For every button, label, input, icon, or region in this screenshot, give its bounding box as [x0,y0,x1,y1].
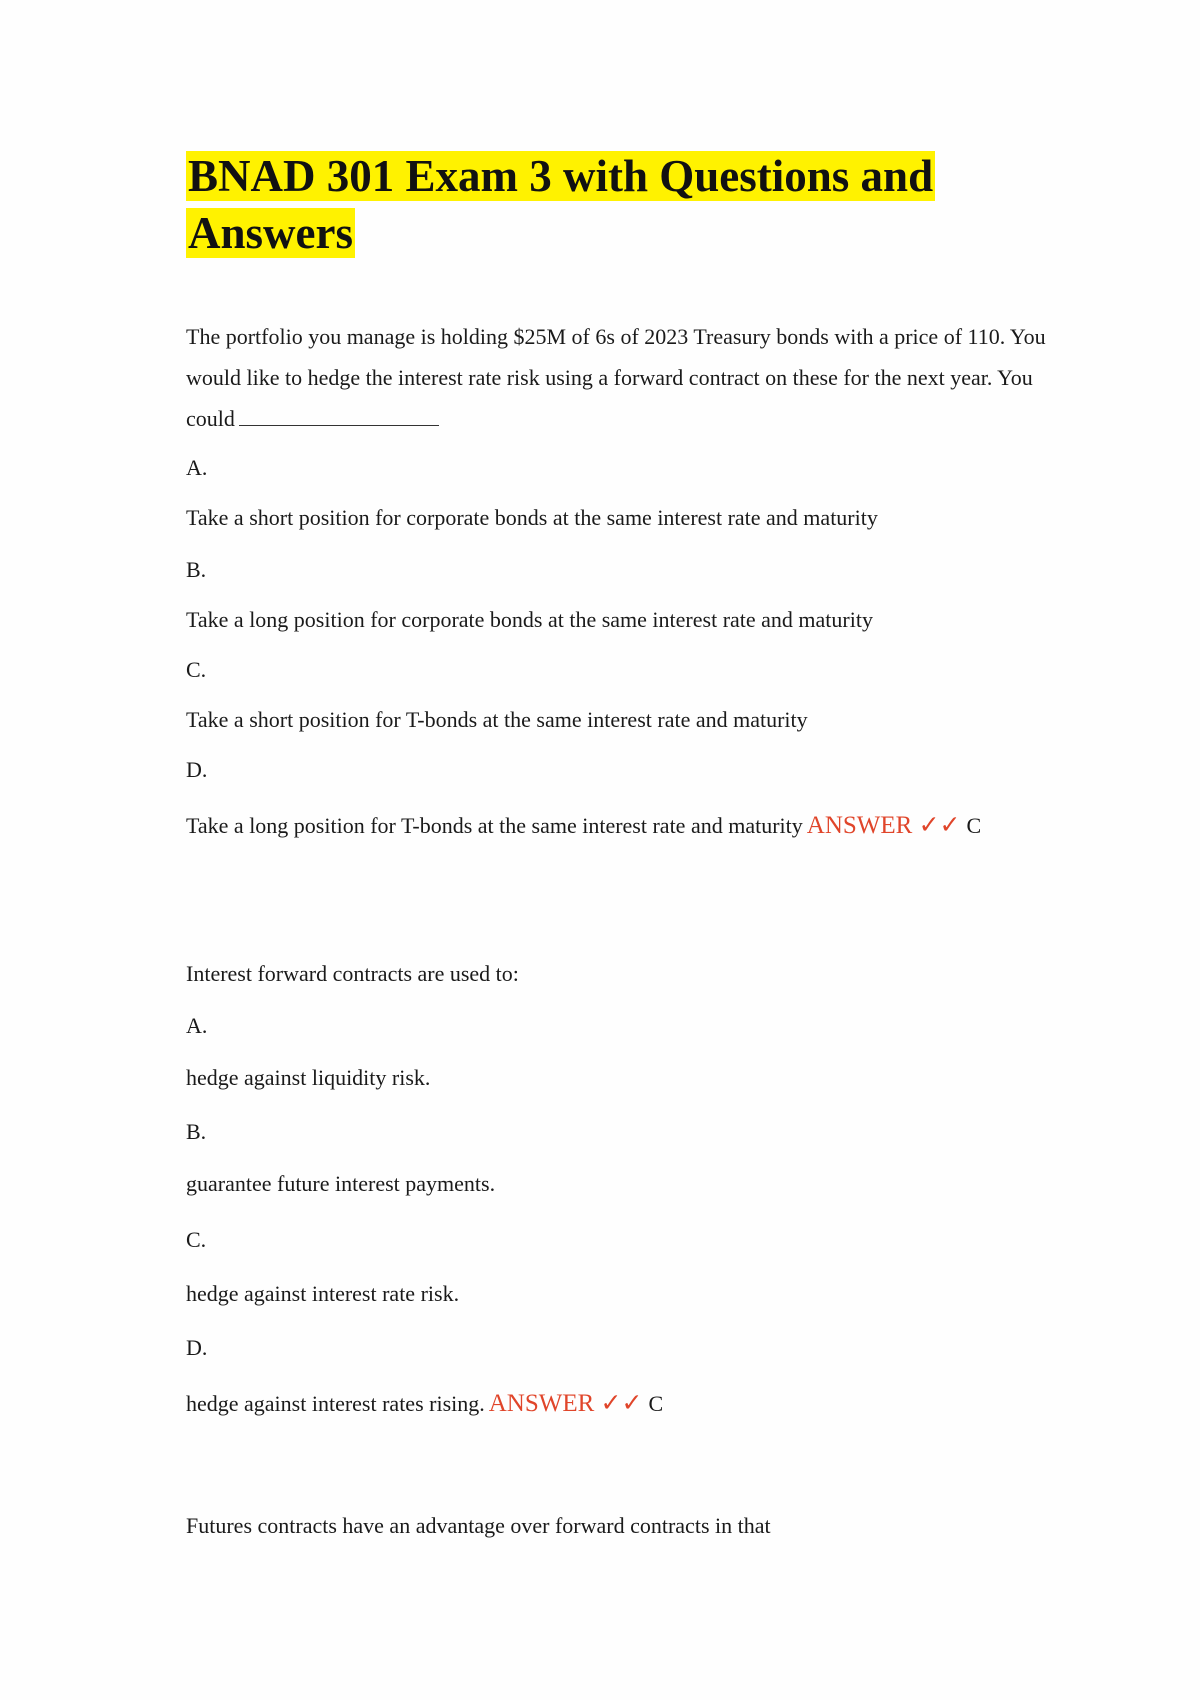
title-highlight: BNAD 301 Exam 3 with Questions and Answers [188,151,934,258]
answer-label: ANSWER ✓✓ [488,1390,643,1417]
answer-label: ANSWER ✓✓ [806,812,961,839]
option-text: hedge against interest rate risk. [186,1281,460,1306]
answer-blank [239,403,439,426]
option-letter: C. [186,657,207,682]
option-letter: B. [186,1119,207,1144]
option-letter: A. [186,1013,208,1038]
option-text: Take a short position for corporate bonds at the same interest rate and maturity [186,505,878,530]
option-text: Take a long position for corporate bonds at the same interest rate and maturity [186,607,873,632]
question-1 [186,316,1046,839]
option-text: Take a short position for T-bonds at the same interest rate and maturity [186,707,808,732]
question-2-text: Interest forward contracts are used to: [186,961,519,986]
option-letter: D. [186,757,208,782]
option-letter: B. [186,557,207,582]
option-letter: D. [186,1335,208,1360]
document-content [186,148,1046,1538]
option-text: guarantee future interest payments. [186,1171,496,1196]
question-1-text: The portfolio you manage is holding $25M of 6s of 2023 Treasury bonds with a price of 110. You would like to hedge the interest rate risk using a forward contract on these for the next year. You could [186,324,1046,431]
option-text-with-answer: hedge against interest rates rising. ANSWER ✓✓ C [186,1390,664,1417]
option-text: hedge against liquidity risk. [186,1065,431,1090]
option-text-with-answer: Take a long position for T-bonds at the same interest rate and maturity ANSWER ✓✓ C [186,812,982,839]
answer-value: C [648,1391,664,1416]
option-letter: A. [186,455,208,480]
option-letter: C. [186,1227,207,1252]
answer-value: C [966,813,982,838]
question-3-text: Futures contracts have an advantage over forward contracts in that [186,1513,771,1538]
document-title [186,148,1046,262]
